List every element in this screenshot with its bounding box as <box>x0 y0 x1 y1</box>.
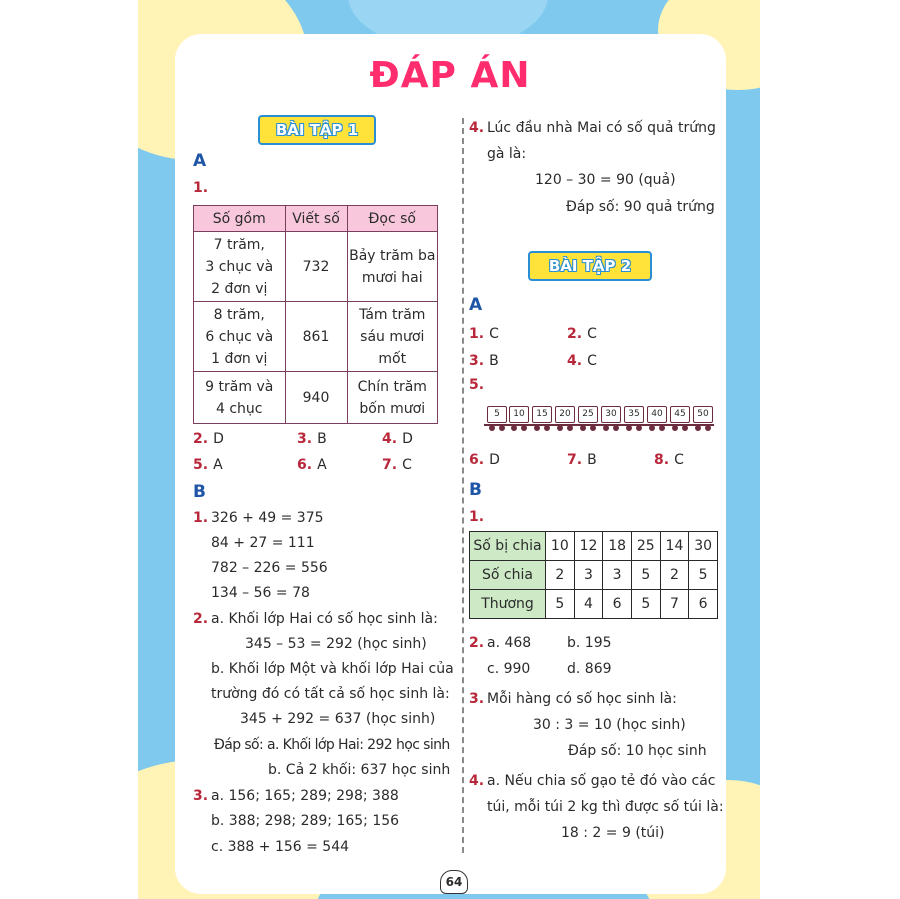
header-cell: Viết số <box>285 206 347 232</box>
train-car: 35 <box>624 406 644 423</box>
question-number: 2. <box>193 611 209 627</box>
wheel-icon <box>613 425 619 431</box>
table-cell: 5 <box>689 561 718 590</box>
table-cell: 25 <box>631 532 660 561</box>
table-cell <box>347 372 437 424</box>
train-rail <box>484 424 714 426</box>
question-number: 3. <box>469 691 485 707</box>
answer-item <box>297 454 327 473</box>
wheel-icon <box>499 425 505 431</box>
answer-value: D <box>402 431 413 447</box>
question-number: 1. <box>193 510 209 526</box>
solution-line: 345 + 292 = 637 (học sinh) <box>240 711 436 727</box>
answer-number: 7. <box>567 452 583 468</box>
table-cell: 14 <box>660 532 689 561</box>
answer-number: 2. <box>193 431 209 447</box>
solution-line: Mỗi hàng có số học sinh là: <box>487 691 677 707</box>
wheel-icon <box>544 425 550 431</box>
section-a-heading: A <box>469 295 483 315</box>
cell-line: 7 trăm, <box>213 236 265 253</box>
answer-value: D <box>489 452 500 468</box>
table-cell <box>347 232 437 302</box>
train-car: 20 <box>555 406 575 423</box>
answer-value: C <box>402 457 412 473</box>
train-car: 10 <box>509 406 529 423</box>
section-b-heading: B <box>469 480 482 500</box>
table-row <box>470 561 718 590</box>
solution-line: b. 388; 298; 289; 165; 156 <box>211 813 400 829</box>
row-label: Số bị chia <box>470 532 546 561</box>
train-car: 45 <box>670 406 690 423</box>
solution-line: Lúc đầu nhà Mai có số quả trứng <box>487 120 716 136</box>
solution-line: a. Khối lớp Hai có số học sinh là: <box>211 611 438 627</box>
table-cell: 2 <box>546 561 575 590</box>
question-number: 4. <box>469 120 485 136</box>
train-car: 40 <box>647 406 667 423</box>
solution-line: 120 – 30 = 90 (quả) <box>535 172 676 188</box>
wheel-icon <box>603 425 609 431</box>
answer-number: 5. <box>193 457 209 473</box>
calc-line: 134 – 56 = 78 <box>211 585 310 601</box>
answer-item <box>297 428 327 447</box>
cell-line: Bảy trăm ba <box>349 247 436 264</box>
calc-line: 782 – 226 = 556 <box>211 560 328 576</box>
exercise-2-badge: BÀI TẬP 2 <box>528 251 652 281</box>
wheel-icon <box>511 425 517 431</box>
table-cell: 3 <box>574 561 603 590</box>
answer-value: A <box>317 457 327 473</box>
calc-line: 84 + 27 = 111 <box>211 535 315 551</box>
table-row <box>194 302 438 372</box>
answer-value: C <box>489 326 499 342</box>
cell-line: 6 chục và <box>205 328 274 345</box>
solution-line: gà là: <box>487 146 527 162</box>
table-cell: 5 <box>546 590 575 619</box>
answer-item <box>567 449 597 468</box>
cell-line: Chín trăm <box>357 378 427 395</box>
answer-number: 2. <box>567 326 583 342</box>
solution-line: a. Nếu chia số gạo tẻ đó vào các <box>487 773 716 789</box>
question-number: 3. <box>193 788 209 804</box>
exercise-1-badge: BÀI TẬP 1 <box>258 115 376 145</box>
wheel-icon <box>682 425 688 431</box>
answer-value: C <box>587 353 597 369</box>
answer-value: a. 468 <box>487 635 532 651</box>
table-cell: 30 <box>689 532 718 561</box>
table-cell <box>194 372 286 424</box>
cell-line: sáu mươi <box>360 328 425 345</box>
table-row <box>194 372 438 424</box>
wheel-icon <box>705 425 711 431</box>
solution-line: a. 156; 165; 289; 298; 388 <box>211 788 399 804</box>
row-label: Số chia <box>470 561 546 590</box>
train-car: 25 <box>578 406 598 423</box>
table-cell: 732 <box>285 232 347 302</box>
solution-line: Đáp số: 10 học sinh <box>568 743 707 759</box>
answer-number: 3. <box>297 431 313 447</box>
wheel-icon <box>567 425 573 431</box>
place-value-table <box>193 205 438 424</box>
solution-line: c. 388 + 156 = 544 <box>211 839 350 855</box>
answer-item <box>469 449 500 468</box>
header-cell: Đọc số <box>347 206 437 232</box>
solution-line: 18 : 2 = 9 (túi) <box>561 825 665 841</box>
solution-line: 345 – 53 = 292 (học sinh) <box>245 636 427 652</box>
wheel-icon <box>626 425 632 431</box>
wheel-icon <box>521 425 527 431</box>
content-card <box>175 34 726 894</box>
cell-line: 8 trăm, <box>213 306 265 323</box>
answer-number: 1. <box>469 326 485 342</box>
answer-item <box>469 350 499 369</box>
answer-value: B <box>317 431 327 447</box>
answer-value: C <box>674 452 684 468</box>
table-cell: 4 <box>574 590 603 619</box>
cell-line: 1 đơn vị <box>211 350 268 367</box>
answer-number: 8. <box>654 452 670 468</box>
solution-line: túi, mỗi túi 2 kg thì được số túi là: <box>487 799 724 815</box>
answer-value: B <box>587 452 597 468</box>
solution-line: trường đó có tất cả số học sinh là: <box>211 686 450 702</box>
train-car: 5 <box>487 406 507 423</box>
answer-value: B <box>489 353 499 369</box>
question-number: 1. <box>469 509 485 525</box>
table-row <box>194 232 438 302</box>
train-car: 50 <box>693 406 713 423</box>
wheel-icon <box>534 425 540 431</box>
answer-item <box>567 323 597 342</box>
wheel-icon <box>580 425 586 431</box>
cell-line: bốn mươi <box>359 400 426 417</box>
answer-number: 6. <box>469 452 485 468</box>
answer-number: 6. <box>297 457 313 473</box>
section-a-heading: A <box>193 151 207 171</box>
cell-line: 2 đơn vị <box>211 280 268 297</box>
division-table <box>469 531 718 619</box>
row-label: Thương <box>470 590 546 619</box>
answer-item <box>382 454 412 473</box>
table-cell: 12 <box>574 532 603 561</box>
answer-item <box>654 449 684 468</box>
answer-value: d. 869 <box>567 661 612 677</box>
answer-number: 4. <box>567 353 583 369</box>
solution-line: 30 : 3 = 10 (học sinh) <box>533 717 686 733</box>
cell-line: Tám trăm <box>359 306 426 323</box>
answer-item <box>469 323 499 342</box>
answer-item <box>382 428 413 447</box>
table-cell: 3 <box>603 561 632 590</box>
table-cell: 10 <box>546 532 575 561</box>
table-cell: 6 <box>603 590 632 619</box>
table-cell <box>194 302 286 372</box>
cell-line: mươi hai <box>361 269 423 286</box>
answer-number: 4. <box>382 431 398 447</box>
cell-line: mốt <box>378 350 407 367</box>
answer-item <box>193 454 223 473</box>
wheel-icon <box>672 425 678 431</box>
wheel-icon <box>636 425 642 431</box>
header-cell: Số gồm <box>194 206 286 232</box>
table-cell: 5 <box>631 590 660 619</box>
wheel-icon <box>659 425 665 431</box>
table-cell: 5 <box>631 561 660 590</box>
table-cell: 6 <box>689 590 718 619</box>
table-cell: 940 <box>285 372 347 424</box>
section-b-heading: B <box>193 482 206 502</box>
question-number: 5. <box>469 377 485 393</box>
cell-line: 4 chục <box>216 400 263 417</box>
page-number: 64 <box>440 870 468 894</box>
wheel-icon <box>590 425 596 431</box>
table-row <box>470 590 718 619</box>
table-header-row <box>194 206 438 232</box>
wheel-icon <box>649 425 655 431</box>
answer-value: c. 990 <box>487 661 531 677</box>
question-number: 2. <box>469 635 485 651</box>
answer-value: D <box>213 431 224 447</box>
train-car: 15 <box>532 406 552 423</box>
answer-number: 3. <box>469 353 485 369</box>
cell-line: 3 chục và <box>205 258 274 275</box>
table-cell: 18 <box>603 532 632 561</box>
cell-line: 9 trăm và <box>205 378 274 395</box>
calc-line: 326 + 49 = 375 <box>211 510 324 526</box>
solution-line: b. Cả 2 khối: 637 học sinh <box>268 762 451 778</box>
question-number: 4. <box>469 773 485 789</box>
answer-item <box>193 428 224 447</box>
wheel-icon <box>557 425 563 431</box>
table-cell <box>347 302 437 372</box>
wheel-icon <box>695 425 701 431</box>
answer-value: C <box>587 326 597 342</box>
table-cell <box>194 232 286 302</box>
column-divider <box>462 118 464 853</box>
answer-value: A <box>213 457 223 473</box>
solution-line: b. Khối lớp Một và khối lớp Hai của <box>211 661 454 677</box>
answer-item <box>567 350 597 369</box>
wheel-icon <box>489 425 495 431</box>
page-title: ĐÁP ÁN <box>369 55 531 96</box>
solution-line: Đáp số: 90 quả trứng <box>566 199 715 215</box>
table-cell: 2 <box>660 561 689 590</box>
table-cell: 7 <box>660 590 689 619</box>
answer-number: 7. <box>382 457 398 473</box>
table-cell: 861 <box>285 302 347 372</box>
train-car: 30 <box>601 406 621 423</box>
table-row <box>470 532 718 561</box>
solution-line: Đáp số: a. Khối lớp Hai: 292 học sinh <box>214 737 450 753</box>
question-number: 1. <box>193 180 209 196</box>
answer-value: b. 195 <box>567 635 612 651</box>
